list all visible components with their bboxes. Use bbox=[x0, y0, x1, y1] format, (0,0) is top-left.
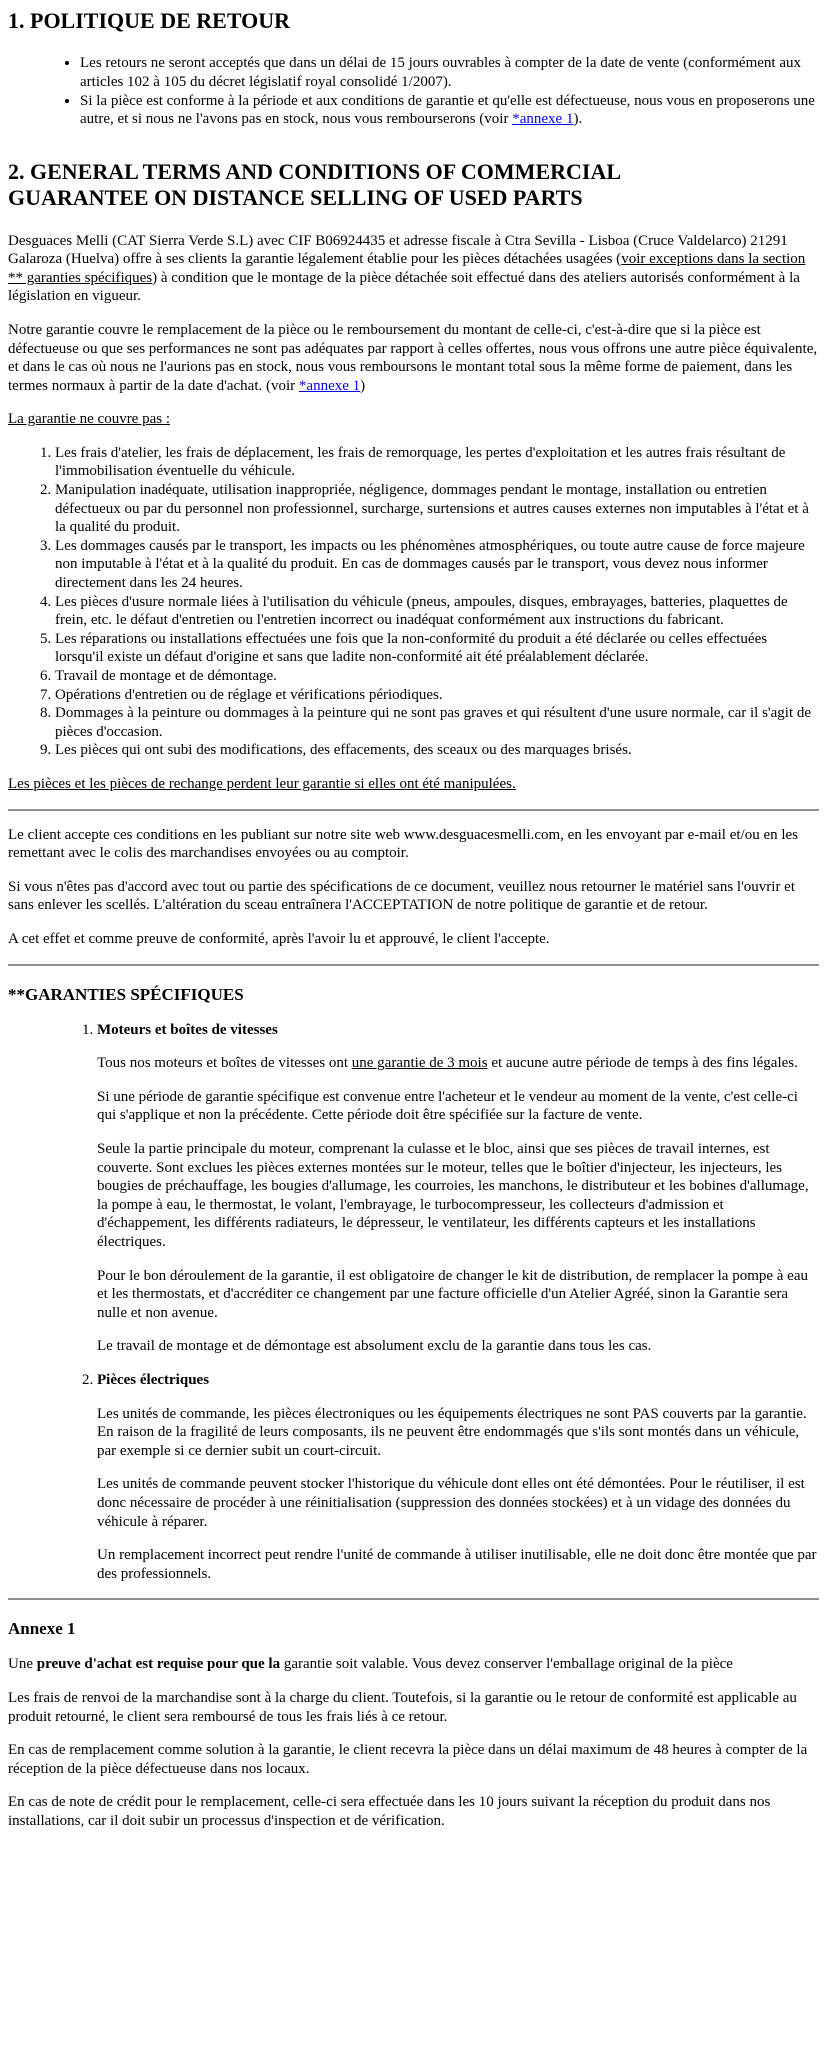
section-divider bbox=[8, 1598, 819, 1600]
exclusion-item: 6. Travail de montage et de démontage. bbox=[55, 667, 819, 686]
exclusion-item: 7. Opérations d'entretien ou de réglage et vérifications périodiques. bbox=[55, 686, 819, 705]
specific-guarantees-list bbox=[8, 1021, 819, 1584]
return-policy-item-text: Les retours ne seront acceptés que dans un délai de 15 jours ouvrables à compter de la date de vente (conformément aux articles 102 à 105 du décret législatif royal consolidé 1/2007). bbox=[80, 55, 801, 90]
annex-p1-text: garantie soit valable. Vous devez conserver l'emballage original de la pièce bbox=[280, 1656, 733, 1673]
three-month-guarantee-text: une garantie de 3 mois bbox=[351, 1055, 488, 1072]
exclusion-item: 4. Les pièces d'usure normale liées à l'utilisation du véhicule (pneus, ampoules, disques, embrayages, batteries, plaquettes de frein, etc. le défaut d'entretien ou l'entretien incorrect ou inadéquat conformément aux instructions du fabricant. bbox=[55, 593, 819, 630]
return-policy-item-text: Si la pièce est conforme à la période et aux conditions de garantie et qu'elle est défectueuse, nous vous en proposerons une autre, et si nous ne l'avons pas en stock, nous vous rembourserons (voir bbox=[80, 92, 815, 128]
return-policy-item bbox=[80, 92, 819, 129]
specific-guarantee-engines bbox=[97, 1021, 819, 1356]
annex-p1-text: Une bbox=[8, 1656, 37, 1673]
engines-paragraph-4: Pour le bon déroulement de la garantie, il est obligatoire de changer le kit de distribution, de remplacer la pompe à eau et les thermostats, et d'accréditer ce changement par une facture officielle d'un Atelier Agréé, sinon la Garantie sera nulle et non avenue. bbox=[97, 1267, 808, 1321]
exclusion-item: 5. Les réparations ou installations effectuées une fois que la non-conformité du produit a été déclarée ou celles effectuées lorsqu'il existe un défaut d'origine et sans que ladite non-conformité ait été préalablement déclarée. bbox=[55, 630, 819, 667]
engines-p1-text: et aucune autre période de temps à des fins légales. bbox=[487, 1055, 798, 1072]
engines-heading: Moteurs et boîtes de vitesses bbox=[97, 1021, 278, 1038]
engines-paragraph-1 bbox=[97, 1054, 819, 1073]
annex-title: Annexe 1 bbox=[8, 1619, 76, 1639]
electrical-paragraph-2: Les unités de commande peuvent stocker l'historique du véhicule dont elles ont été démontées. Pour le réutiliser, il est donc nécessaire de procéder à une réinitialisation (suppression des données stockées) et à un vidage des données du véhicule à réparer. bbox=[97, 1476, 805, 1530]
engines-p1-text: Tous nos moteurs et boîtes de vitesses ont bbox=[97, 1055, 352, 1072]
electrical-heading: Pièces électriques bbox=[97, 1371, 210, 1388]
return-policy-list bbox=[8, 54, 819, 128]
specific-guarantees-title: **GARANTIES SPÉCIFIQUES bbox=[8, 984, 244, 1004]
electrical-paragraph-1: Les unités de commande, les pièces électroniques ou les équipements électriques ne sont PAS couverts par la garantie. En raison de la fragilité de leurs composants, ils ne peuvent être endommagés que s'ils sont montés dans un véhicule, par exemple si ce dernier subit un court-circuit. bbox=[97, 1405, 807, 1459]
exclusions-list bbox=[8, 444, 819, 760]
annex-paragraph-4: En cas de note de crédit pour le remplacement, celle-ci sera effectuée dans les 10 jours suivant la réception du produit dans nos installations, car il doit subir un processus d'inspection et de vérification. bbox=[8, 1794, 771, 1829]
acceptance-paragraph-2: Si vous n'êtes pas d'accord avec tout ou partie des spécifications de ce document, veuillez nous retourner le matériel sans l'ouvrir et sans enlever les scellés. L'altération du sceau entraînera l'ACCEPTATION de notre politique de garantie et de retour. bbox=[8, 878, 796, 914]
return-policy-item-text: ). bbox=[573, 111, 583, 128]
section-divider bbox=[8, 964, 819, 966]
exclusion-item: 1. Les frais d'atelier, les frais de déplacement, les frais de remorquage, les pertes d'exploitation et les autres frais résultant de l'immobilisation éventuelle du véhicule. bbox=[55, 444, 819, 481]
intro-text: Desguaces Melli (CAT Sierra Verde S.L) avec CIF B06924435 et adresse fiscale à Ctra Sevilla - Lisboa (Cruce Valdelarco) 21291 Galaroza (Huelva) offre à ses clients la garantie légalement établie pour les pièces détachées usagées ( bbox=[8, 232, 788, 268]
engines-paragraph-5: Le travail de montage et de démontage est absolument exclu de la garantie dans tous les cas. bbox=[97, 1338, 652, 1355]
specific-guarantee-electrical bbox=[97, 1371, 819, 1583]
annex-paragraph-1 bbox=[8, 1655, 819, 1674]
annex-1-link[interactable]: *annexe 1 bbox=[512, 111, 574, 128]
electrical-paragraph-3: Un remplacement incorrect peut rendre l'unité de commande à utiliser inutilisable, elle ne doit donc être montée que par des professionnels. bbox=[97, 1547, 817, 1582]
return-policy-title: 1. POLITIQUE DE RETOUR bbox=[8, 8, 290, 33]
exclusion-item: 8. Dommages à la peinture ou dommages à la peinture qui ne sont pas graves et qui résultent d'une usure normale, car il s'agit de pièces d'occasion. bbox=[55, 704, 819, 741]
coverage-text: Notre garantie couvre le remplacement de la pièce ou le remboursement du montant de celle-ci, c'est-à-dire que si la pièce est défectueuse ou que ses performances ne sont pas adéquates par rapport à celles offertes, nous vous offrons une autre pièce équivalente, et dans le cas où nous ne l'aurions pas en stock, nous vous remboursons le montant total sous la même forme de paiement, dans les termes normaux à partir de la date d'achat. (voir bbox=[8, 321, 818, 394]
intro-text: ) à condition que le montage de la pièce détachée soit effectué dans des ateliers autorisés conformément à la législation en vigueur. bbox=[8, 269, 800, 305]
annex-1-link[interactable]: *annexe 1 bbox=[298, 377, 361, 394]
specific-guarantees-reference: voir exceptions dans la section ** garanties spécifiques bbox=[8, 251, 806, 286]
annex-paragraph-3: En cas de remplacement comme solution à la garantie, le client recevra la pièce dans un délai maximum de 48 heures à compter de la réception de la pièce défectueuse dans nos locaux. bbox=[8, 1742, 808, 1777]
coverage-text: ) bbox=[360, 377, 366, 394]
exclusion-item: 3. Les dommages causés par le transport, les impacts ou les phénomènes atmosphériques, ou toute autre cause de force majeure non imputable à l'état et à la qualité du produit. En cas de dommages causés par le transport, vous devez nous informer directement dans les 24 heures. bbox=[55, 537, 819, 593]
acceptance-paragraph-3: A cet effet et comme preuve de conformité, après l'avoir lu et approuvé, le client l'accepte. bbox=[8, 930, 550, 947]
manipulation-note-text: Les pièces et les pièces de rechange perdent leur garantie si elles ont été manipulées. bbox=[8, 775, 516, 792]
annex-paragraph-2: Les frais de renvoi de la marchandise sont à la charge du client. Toutefois, si la garantie ou le retour de conformité est applicable au produit retourné, le client sera remboursé de tous les frais liés à ce retour. bbox=[8, 1689, 797, 1725]
exclusions-heading bbox=[8, 410, 819, 429]
general-terms-title: 2. GENERAL TERMS AND CONDITIONS OF COMMERCIAL GUARANTEE ON DISTANCE SELLING OF USED PARTS bbox=[8, 158, 620, 211]
guarantee-coverage bbox=[8, 321, 819, 395]
section-divider bbox=[8, 809, 819, 811]
exclusions-heading-text: La garantie ne couvre pas : bbox=[8, 411, 171, 428]
exclusion-item: 2. Manipulation inadéquate, utilisation inappropriée, négligence, dommages pendant le montage, installation ou entretien défectueux ou par du personnel non professionnel, surcharge, surtensions et autres causes externes non imputables à l'état et à la qualité du produit. bbox=[55, 481, 819, 537]
engines-paragraph-3: Seule la partie principale du moteur, comprenant la culasse et le bloc, ainsi que ses pièces de travail internes, est couverte. Sont exclues les pièces externes montées sur le moteur, telles que le boîtier d'injecteur, les injecteurs, les bougies de préchauffage, les bougies d'allumage, les courroies, les manchons, le distributeur et les bobines d'allumage, la pompe à eau, le thermostat, le volant, l'embrayage, le turbocompresseur, les collecteurs d'admission et d'échappement, les différents radiateurs, le dépresseur, le ventilateur, les différents capteurs et les installations électriques. bbox=[97, 1141, 809, 1250]
terms-document bbox=[8, 8, 819, 1831]
manipulation-note bbox=[8, 775, 819, 794]
return-policy-item bbox=[80, 54, 819, 91]
exclusion-item: 9. Les pièces qui ont subi des modifications, des effacements, des sceaux ou des marquages brisés. bbox=[55, 741, 819, 760]
proof-of-purchase-text: preuve d'achat est requise pour que la bbox=[36, 1656, 281, 1673]
engines-paragraph-2: Si une période de garantie spécifique est convenue entre l'acheteur et le vendeur au moment de la vente, c'est celle-ci qui s'applique et non la précédente. Cette période doit être spécifiée sur la facture de vente. bbox=[97, 1088, 798, 1124]
acceptance-paragraph-1: Le client accepte ces conditions en les publiant sur notre site web www.desguacesmelli.com, en les envoyant par e-mail et/ou en les remettant avec le colis des marchandises envoyées ou au comptoir. bbox=[8, 826, 799, 862]
general-terms-intro bbox=[8, 232, 819, 306]
